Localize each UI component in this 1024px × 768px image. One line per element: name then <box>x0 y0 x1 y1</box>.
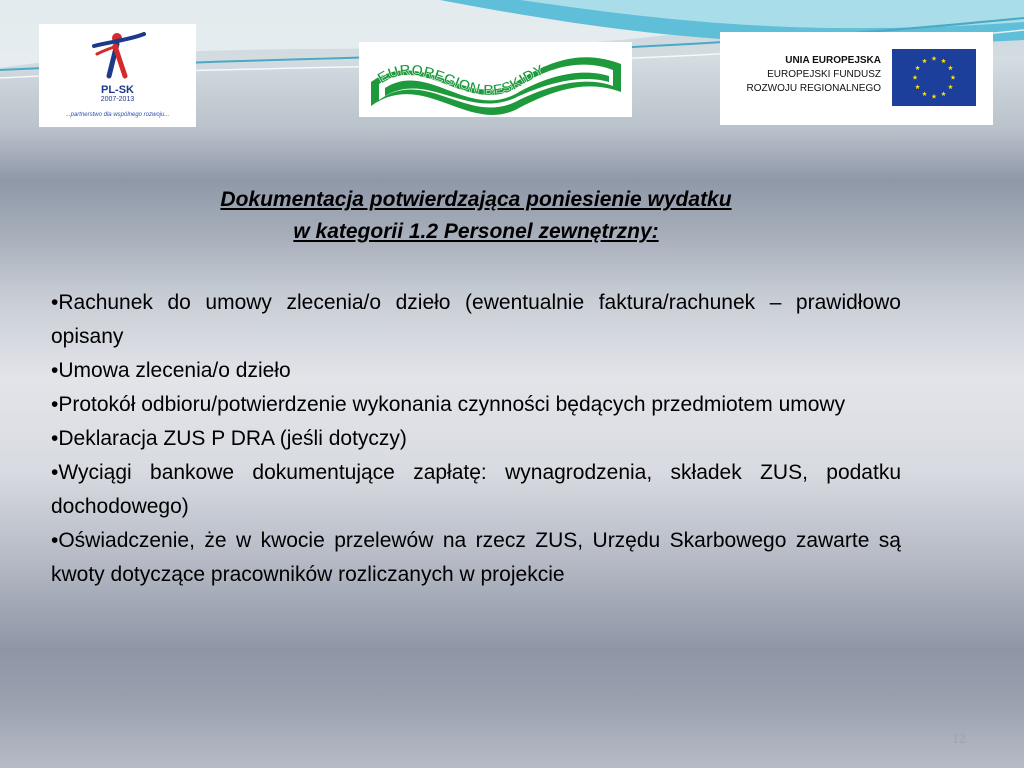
bullet-item-1: •Rachunek do umowy zlecenia/o dzieło (ewentualnie faktura/rachunek – prawidłowo opisany <box>51 291 901 348</box>
plsk-logo <box>39 24 196 127</box>
bullet-item-5: •Wyciągi bankowe dokumentujące zapłatę: wynagrodzenia, składek ZUS, podatku dochodowego) <box>51 461 901 518</box>
title-line-2: w kategorii 1.2 Personel zewnętrzny: <box>293 220 659 243</box>
page-number: 12 <box>952 732 966 747</box>
bullet-item-4: •Deklaracja ZUS P DRA (jeśli dotyczy) <box>51 427 407 450</box>
plsk-figure-icon <box>39 24 196 84</box>
title-line-1: Dokumentacja potwierdzająca poniesienie wydatku <box>220 188 732 211</box>
bullet-item-6: •Oświadczenie, że w kwocie przelewów na rzecz ZUS, Urzędu Skarbowego zawarte są kwoty dotyczące pracowników rozliczanych w projekcie <box>51 529 901 586</box>
slide-title <box>80 184 872 248</box>
euroregion-banner-icon <box>359 42 632 117</box>
ue-logo <box>720 32 993 125</box>
ue-line1: UNIA EUROPEJSKA <box>785 55 881 66</box>
plsk-years: 2007-2013 <box>100 96 135 103</box>
ue-line2: EUROPEJSKI FUNDUSZ <box>767 69 881 80</box>
plsk-name: PL-SK <box>101 84 134 96</box>
euroregion-text: EUROREGION BESKIDY <box>374 61 547 100</box>
plsk-tagline: ...partnerstwo dla wspólnego rozwoju... <box>65 112 170 118</box>
ue-line3: ROZWOJU REGIONALNEGO <box>746 83 881 94</box>
bullet-item-3: •Protokół odbioru/potwierdzenie wykonania czynności będących przedmiotem umowy <box>51 393 846 416</box>
ue-text <box>747 54 881 96</box>
euroregion-logo <box>359 42 632 117</box>
bullet-item-2: •Umowa zlecenia/o dzieło <box>51 359 291 382</box>
eu-flag-icon <box>892 49 976 106</box>
bullet-list <box>51 286 901 592</box>
